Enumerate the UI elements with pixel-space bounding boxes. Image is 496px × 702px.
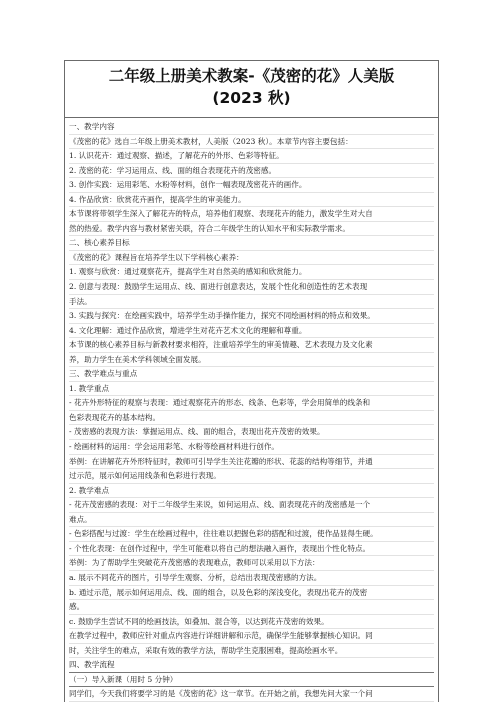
document-title-line-2: (2023 秋) — [212, 89, 291, 107]
text-line: 1. 认识花卉：通过观察、描述，了解花卉的外形、色彩等特征。 — [69, 149, 434, 164]
text-line: - 花卉外形特征的观察与表现：通过观察花卉的形态、线条、色彩等，学会用简单的线条和 — [69, 396, 434, 411]
text-line: 2. 茂密的花：学习运用点、线、面的组合表现花卉的茂密感。 — [69, 164, 434, 179]
text-line: c. 鼓励学生尝试不同的绘画技法，如叠加、混合等，以达到花卉茂密的效果。 — [69, 615, 434, 630]
text-line: b. 通过示范，展示如何运用点、线、面的组合，以及色彩的深浅变化，表现出花卉的茂密 — [69, 586, 434, 601]
title-cell — [65, 61, 438, 118]
document-title-line-1: 二年级上册美术教案-《茂密的花》人美版 — [108, 67, 395, 85]
text-line: 时，关注学生的难点，采取有效的教学方法，帮助学生克服困难，提高绘画水平。 — [69, 644, 434, 659]
text-line: 养，助力学生在美术学科领域全面发展。 — [69, 353, 434, 368]
text-line: 然的热爱。教学内容与教材紧密关联，符合二年级学生的认知水平和实际教学需求。 — [69, 222, 434, 237]
text-line: - 色彩搭配与过渡：学生在绘画过程中，往往难以把握色彩的搭配和过渡，使作品显得生硬。 — [69, 527, 434, 542]
text-line: 2. 教学难点 — [69, 484, 434, 499]
document-body — [65, 118, 438, 702]
text-line: 在教学过程中，教师应针对重点内容进行详细讲解和示范，确保学生能够掌握核心知识。同 — [69, 629, 434, 644]
text-line: 《茂密的花》课程旨在培养学生以下学科核心素养： — [69, 251, 434, 266]
text-line: 三、教学难点与重点 — [69, 367, 434, 382]
text-line: - 个性化表现：在创作过程中，学生可能难以将自己的想法融入画作，表现出个性化特点。 — [69, 542, 434, 557]
text-line: 举例：为了帮助学生突破花卉茂密感的表现难点，教师可以采用以下方法： — [69, 556, 434, 571]
text-line: 色彩表现花卉的基本结构。 — [69, 411, 434, 426]
text-line: 4. 作品欣赏：欣赏花卉画作，提高学生的审美能力。 — [69, 193, 434, 208]
text-line: 《茂密的花》选自二年级上册美术教材，人美版（2023 秋）。本章节内容主要包括： — [69, 135, 434, 150]
text-line: 过示范，展示如何运用线条和色彩进行表现。 — [69, 469, 434, 484]
text-line: （一）导入新课（用时 5 分钟） — [69, 673, 434, 688]
text-line: a. 展示不同花卉的图片，引导学生观察、分析，总结出表现茂密感的方法。 — [69, 571, 434, 586]
text-line: 一、教学内容 — [69, 120, 434, 135]
text-line: 1. 教学重点 — [69, 382, 434, 397]
text-line: - 茂密感的表现方法：掌握运用点、线、面的组合，表现出花卉茂密的效果。 — [69, 425, 434, 440]
text-line: 2. 创意与表现：鼓励学生运用点、线、面进行创意表达，发展个性化和创造性的艺术表现 — [69, 280, 434, 295]
text-line: 3. 创作实践：运用彩笔、水粉等材料，创作一幅表现茂密花卉的画作。 — [69, 178, 434, 193]
text-line: 难点。 — [69, 513, 434, 528]
text-line: 感。 — [69, 600, 434, 615]
text-line: 手法。 — [69, 295, 434, 310]
text-line: 3. 实践与探究：在绘画实践中，培养学生动手操作能力，探究不同绘画材料的特点和效果。 — [69, 309, 434, 324]
text-line: 同学们，今天我们将要学习的是《茂密的花》这一章节。在开始之前，我想先问大家一个问 — [69, 687, 434, 702]
text-line: 举例：在讲解花卉外形特征时，教师可引导学生关注花瓣的形状、花蕊的结构等细节，并通 — [69, 455, 434, 470]
text-line: 1. 观察与欣赏：通过观察花卉，提高学生对自然美的感知和欣赏能力。 — [69, 265, 434, 280]
text-line: 四、教学流程 — [69, 658, 434, 673]
text-line: 二、核心素养目标 — [69, 236, 434, 251]
document-page — [64, 60, 439, 702]
text-line: 4. 文化理解：通过作品欣赏，增进学生对花卉艺术文化的理解和尊重。 — [69, 324, 434, 339]
text-line: - 绘画材料的运用：学会运用彩笔、水粉等绘画材料进行创作。 — [69, 440, 434, 455]
text-line: 本节课的核心素养目标与新教材要求相符，注重培养学生的审美情趣、艺术表现力及文化素 — [69, 338, 434, 353]
text-line: - 花卉茂密感的表现：对于二年级学生来说，如何运用点、线、面表现花卉的茂密感是一个 — [69, 498, 434, 513]
text-line: 本节课将带领学生深入了解花卉的特点，培养他们观察、表现花卉的能力，激发学生对大自 — [69, 207, 434, 222]
